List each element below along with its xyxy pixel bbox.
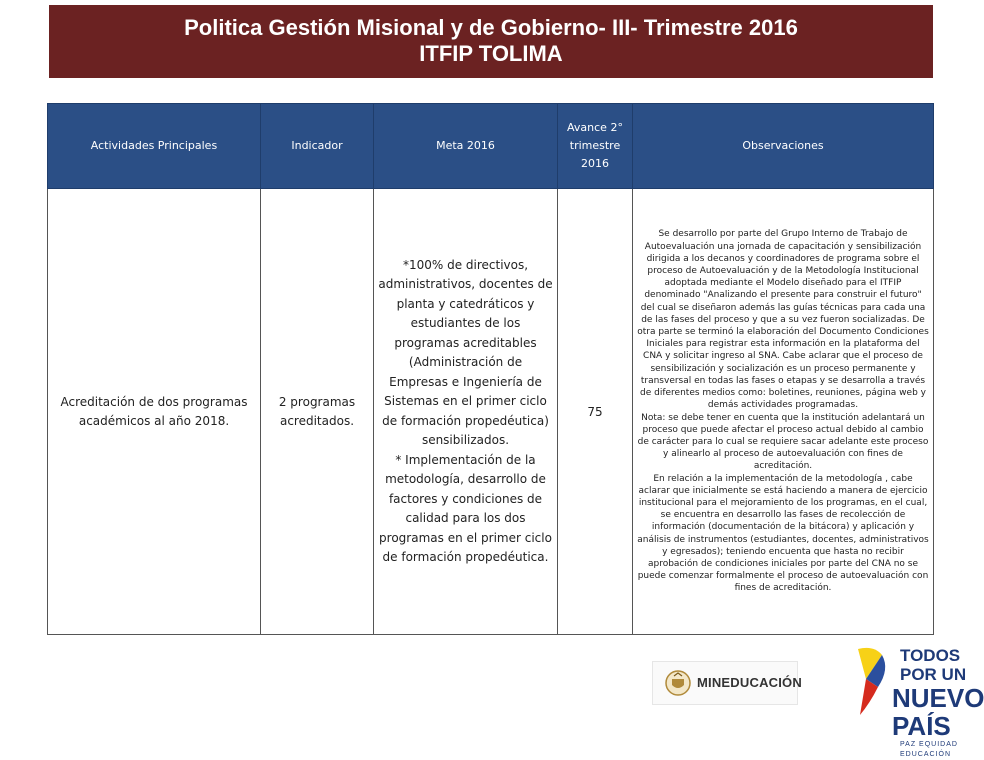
cell-meta bbox=[374, 189, 558, 635]
table-row bbox=[48, 189, 934, 635]
column-header-avance: Avance 2° trimestre 2016 bbox=[558, 104, 633, 189]
activities-table bbox=[47, 103, 934, 635]
slogan-logo bbox=[856, 646, 984, 760]
observation-paragraph-1: Se desarrollo por parte del Grupo Interno de Trabajo de Autoevaluación una jornada de capacitación y sensibilización dirigida a los decanos y coordinadores de programa sobre el proceso de Autoevaluación y de la Metodología Institucional adoptada mediante el Modelo diseñado para el ITFIP denominado "Analizando el presente para construir el futuro" del cual se diseñaron además las guías técnicas para cada una de las fases del proceso y que a su vez fueron socializadas. De otra parte se terminó la elaboración del Documento Condiciones Iniciales para registrar esta información en la plataforma del CNA y solicitar ingreso al SNA. Cabe aclarar que el proceso de sensibilización y socialización es un proceso permanente y transversal en todas las fases o etapas y se desarrolla a través de diferentes medios como: boletines, reuniones, página web y demás actividades programadas. bbox=[637, 229, 929, 411]
footer-logos bbox=[652, 645, 984, 758]
coat-of-arms-icon bbox=[665, 670, 691, 696]
page-subtitle: ITFIP TOLIMA bbox=[419, 41, 563, 66]
table-header-row bbox=[48, 104, 934, 189]
column-header-observaciones: Observaciones bbox=[633, 104, 934, 189]
cell-indicador: 2 programas acreditados. bbox=[261, 189, 374, 635]
column-header-actividades: Actividades Principales bbox=[48, 104, 261, 189]
title-banner bbox=[49, 5, 933, 78]
cell-observaciones bbox=[633, 189, 934, 635]
mineducacion-text: MINEDUCACIÓN bbox=[697, 675, 802, 690]
mineducacion-logo bbox=[652, 661, 802, 705]
column-header-indicador: Indicador bbox=[261, 104, 374, 189]
observation-paragraph-2: Nota: se debe tener en cuenta que la institución adelantará un proceso que puede afectar el proceso actual debido al cambio de carácter para lo cual se requiere sacar adelante este proceso y alinearlo al proceso de autoevaluación con fines de acreditación. bbox=[637, 412, 929, 472]
slogan-line-2: NUEVO PAÍS bbox=[892, 683, 984, 741]
cell-avance: 75 bbox=[558, 189, 633, 635]
cell-actividad: Acreditación de dos programas académicos al año 2018. bbox=[48, 189, 261, 635]
page-title: Politica Gestión Misional y de Gobierno- III- Trimestre 2016 bbox=[184, 15, 798, 40]
column-header-meta: Meta 2016 bbox=[374, 104, 558, 189]
slogan-line-1: TODOS POR UN bbox=[900, 646, 967, 684]
meta-text-2: * Implementación de la metodología, desarrollo de factores y condiciones de calidad para los dos programas en el primer ciclo de formación propedéutica. bbox=[379, 452, 552, 564]
meta-text-1: *100% de directivos, administrativos, docentes de planta y catedráticos y estudiantes de los programas acreditables (Administración de Empresas e Ingeniería de Sistemas en el primer ciclo de formación propedéutica) sensibilizados. bbox=[378, 257, 553, 447]
slogan-line-3: PAZ EQUIDAD EDUCACIÓN bbox=[900, 741, 958, 758]
observation-paragraph-3: En relación a la implementación de la metodología , cabe aclarar que inicialmente se está haciendo a manera de ejercicio institucional para el mejoramiento de los programas, en el cual, se encuentra en desarrollo las fases de recolección de información (documentación de la bitácora) y aplicación y análisis de instrumentos (estudiantes, docentes, administrativos y egresados); teniendo encuenta que hasta no recibir aprobación de condiciones iniciales por parte del CNA no se puede comenzar formalmente el proceso de autoevaluación con fines de acreditación. bbox=[637, 473, 929, 594]
